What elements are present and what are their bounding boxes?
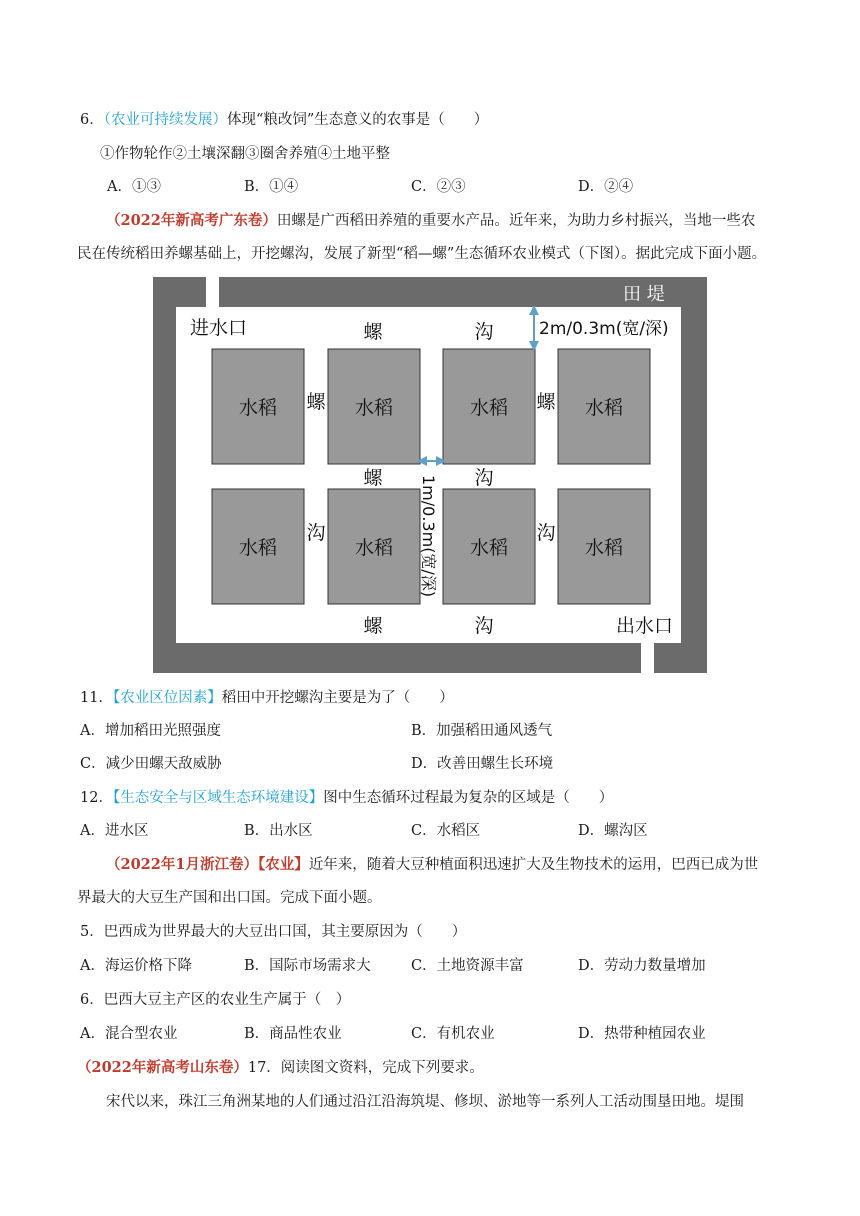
q12-stem-line bbox=[80, 788, 613, 808]
passage1-line1 bbox=[106, 211, 755, 231]
passage2-tag: 【农业】 bbox=[257, 856, 309, 873]
q12-stem: 图中生态循环过程最为复杂的区域是（ ） bbox=[323, 790, 614, 806]
q12-number: 12． bbox=[80, 790, 113, 806]
passage2-line2: 界最大的大豆生产国和出口国。完成下面小题。 bbox=[77, 890, 382, 906]
paddy-label-2: 水稻 bbox=[354, 397, 394, 419]
ditch-label-gou-right: 沟 bbox=[536, 522, 556, 544]
ditch-label-gou-top: 沟 bbox=[474, 321, 494, 343]
q6a-option-b[interactable]: B．①④ bbox=[244, 179, 299, 195]
paddy-label-3: 水稻 bbox=[469, 397, 509, 419]
outer-ditch-size: 2m/0.3m(宽/深) bbox=[539, 319, 669, 339]
q11-tag: 【农业区位因素】 bbox=[112, 690, 222, 706]
q11-stem-line bbox=[80, 688, 454, 708]
ditch-label-gou-mid: 沟 bbox=[474, 467, 494, 489]
ditch-label-luo-bottom: 螺 bbox=[363, 615, 383, 637]
q11-option-d[interactable]: D．改善田螺生长环境 bbox=[411, 756, 554, 772]
q17-text-line1: 宋代以来，珠江三角洲某地的人们通过沿江沿海筑堤、修坝、淤地等一系列人工活动围垦田地。堤围 bbox=[106, 1094, 744, 1110]
q17-stem: 17．阅读图文资料，完成下列要求。 bbox=[247, 1060, 484, 1076]
q11-number: 11． bbox=[80, 690, 113, 706]
q11-option-c[interactable]: C．减少田螺天敌威胁 bbox=[80, 756, 222, 772]
paddy-label-6: 水稻 bbox=[354, 537, 394, 559]
q6b-option-d[interactable]: D．热带种植园农业 bbox=[578, 1026, 706, 1042]
q5-stem: 5．巴西成为世界最大的大豆出口国，其主要原因为（ ） bbox=[80, 924, 467, 940]
q12-tag: 【生态安全与区域生态环境建设】 bbox=[112, 790, 324, 806]
q6b-option-c[interactable]: C．有机农业 bbox=[411, 1026, 495, 1042]
q12-option-a[interactable]: A．进水区 bbox=[80, 823, 149, 839]
ditch-label-luo-right: 螺 bbox=[536, 391, 556, 413]
passage1-line2: 民在传统稻田养螺基础上，开挖螺沟，发展了新型“稻—螺”生态循环农业模式（下图）。据此完成下面小题。 bbox=[77, 246, 767, 262]
ditch-label-gou-left: 沟 bbox=[306, 522, 326, 544]
q6a-stem-line bbox=[80, 110, 488, 130]
passage2-source: （2022年1月浙江卷） bbox=[106, 856, 258, 873]
q6a-stem: 体现“粮改饲”生态意义的农事是（ ） bbox=[226, 112, 489, 128]
q6b-stem: 6．巴西大豆主产区的农业生产属于（ ） bbox=[80, 992, 351, 1008]
q5-option-b[interactable]: B．国际市场需求大 bbox=[244, 958, 371, 974]
ditch-label-luo-left: 螺 bbox=[306, 391, 326, 413]
dike-label: 田 堤 bbox=[623, 284, 665, 305]
q12-option-b[interactable]: B．出水区 bbox=[244, 823, 313, 839]
rice-snail-figure bbox=[153, 277, 707, 673]
passage1-text1: 田螺是广西稻田养殖的重要水产品。近年来，为助力乡村振兴，当地一些农 bbox=[276, 213, 756, 229]
q5-option-c[interactable]: C．土地资源丰富 bbox=[411, 958, 524, 974]
q6a-option-c[interactable]: C．②③ bbox=[411, 179, 466, 195]
paddy-label-1: 水稻 bbox=[238, 397, 278, 419]
inlet-gap bbox=[206, 277, 219, 309]
q17-source: （2022年新高考山东卷） bbox=[77, 1059, 248, 1076]
q11-option-a[interactable]: A．增加稻田光照强度 bbox=[80, 723, 221, 739]
outlet-gap bbox=[641, 641, 654, 673]
q5-option-a[interactable]: A．海运价格下降 bbox=[80, 958, 192, 974]
q6b-option-b[interactable]: B．商品性农业 bbox=[244, 1026, 342, 1042]
q11-stem: 稻田中开挖螺沟主要是为了（ ） bbox=[221, 690, 454, 706]
q6a-tag: （农业可持续发展） bbox=[103, 112, 227, 128]
passage2-text1: 近年来，随着大豆种植面积迅速扩大及生物技术的运用，巴西已成为世 bbox=[308, 857, 759, 873]
outlet-label: 出水口 bbox=[616, 615, 674, 637]
q6a-option-a[interactable]: A．①③ bbox=[107, 179, 161, 195]
q6a-option-d[interactable]: D．②④ bbox=[578, 179, 634, 195]
ditch-label-luo-top: 螺 bbox=[363, 321, 383, 343]
q6a-number: 6． bbox=[80, 112, 104, 128]
q11-option-b[interactable]: B．加强稻田通风透气 bbox=[411, 723, 553, 739]
q5-option-d[interactable]: D．劳动力数量增加 bbox=[578, 958, 706, 974]
q6a-items: ①作物轮作②土壤深翻③圈舍养殖④土地平整 bbox=[100, 146, 390, 162]
ditch-label-luo-mid: 螺 bbox=[363, 467, 383, 489]
q6b-option-a[interactable]: A．混合型农业 bbox=[80, 1026, 178, 1042]
q17-stem-line bbox=[77, 1058, 484, 1078]
q12-option-d[interactable]: D．螺沟区 bbox=[578, 823, 648, 839]
passage2-line1 bbox=[106, 855, 758, 875]
paddy-label-8: 水稻 bbox=[584, 537, 624, 559]
inner-ditch-size: 1m/0.3m(宽/深) bbox=[419, 475, 438, 598]
inlet-label: 进水口 bbox=[190, 317, 248, 339]
passage1-source: （2022年新高考广东卷） bbox=[106, 212, 277, 229]
q12-option-c[interactable]: C．水稻区 bbox=[411, 823, 481, 839]
paddy-label-4: 水稻 bbox=[584, 397, 624, 419]
paddy-label-7: 水稻 bbox=[469, 537, 509, 559]
paddy-label-5: 水稻 bbox=[238, 537, 278, 559]
ditch-label-gou-bottom: 沟 bbox=[474, 615, 494, 637]
